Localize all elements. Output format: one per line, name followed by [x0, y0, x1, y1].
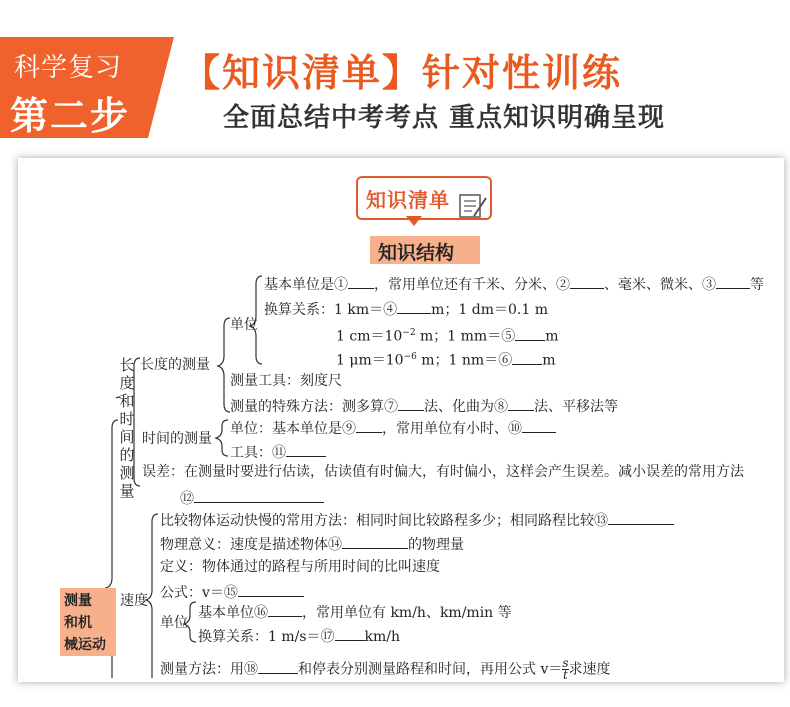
speed-compare-line [160, 510, 674, 530]
unit-line-2 [264, 299, 548, 319]
blank-11 [286, 442, 326, 457]
error-line: 误差：在测量时要进行估读，估读值有时偏大，有时偏小，这样会产生误差。减小误差的常用方法 [142, 464, 744, 480]
speed-compare-a: 比较物体运动快慢的常用方法：相同时间比较路程多少；相同路程比较⑬ [160, 513, 608, 529]
blank-3 [716, 274, 750, 289]
time-unit-a: 单位：基本单位是⑨ [230, 421, 356, 437]
speed-method-c: 求速度 [568, 661, 611, 678]
fraction-numerator: s [562, 656, 569, 670]
root-label-line-2: 和机 [64, 615, 92, 631]
speed-method-b: 和停表分别测量路程和时间，再用公式 v＝ [298, 661, 563, 678]
time-bracket [216, 420, 228, 456]
step-badge [0, 37, 148, 138]
speed-formula-a: 公式：v＝⑮ [160, 585, 238, 601]
speed-method-a: 测量方法：用⑱ [160, 661, 258, 678]
speed-meaning-a: 物理意义：速度是描述物体⑭ [160, 537, 342, 553]
unit-line-4 [336, 348, 555, 370]
unit-line-3-b: m；1 mm＝⑤ [415, 328, 516, 345]
blank-18 [258, 659, 298, 674]
unit-line-1-b: ，常用单位还有千米、分米、② [374, 277, 570, 293]
unit-line-1-d: 等 [750, 277, 764, 293]
blank-17 [335, 626, 365, 641]
speed-unit-conv-a: 换算关系：1 m/s＝⑰ [198, 629, 335, 645]
header-banner [0, 0, 790, 150]
blank-16 [268, 602, 302, 617]
banner-subtitle: 全面总结中考考点 重点知识明确呈现 [223, 103, 666, 133]
blank-14 [342, 534, 408, 549]
blank-15 [238, 582, 304, 597]
blank-1 [348, 274, 374, 289]
unit-line-4-exp: −6 [403, 352, 417, 362]
speed-unit-basic-b: ，常用单位有 km/h、km/min 等 [302, 605, 512, 621]
unit-line-4-c: m [542, 352, 556, 369]
time-unit-b: ，常用单位有小时、⑩ [382, 421, 522, 437]
unit-label: 单位 [230, 317, 258, 333]
blank-12 [194, 488, 324, 503]
length-time-label [118, 356, 136, 500]
special-c: 法、平移法等 [534, 399, 618, 415]
unit-line-2-a: 换算关系：1 km＝④ [264, 302, 398, 318]
banner-title: 【知识清单】针对性训练 [182, 51, 623, 95]
speed-unit-basic-a: 基本单位⑯ [198, 605, 268, 621]
blank-6 [512, 350, 542, 365]
speed-label: 速度 [120, 593, 148, 609]
blank-9 [356, 418, 382, 433]
error-blank-line [180, 488, 324, 508]
length-bracket [218, 318, 230, 412]
step-small-label: 科学复习 [14, 53, 123, 83]
tool-line: 测量工具：刻度尺 [230, 373, 342, 389]
blank-10 [522, 418, 556, 433]
speed-unit-conv-line [198, 626, 400, 646]
blank-13 [608, 510, 674, 525]
unit-line-1-c: 、毫米、微米、③ [604, 277, 716, 293]
time-tool-a: 工具：⑪ [230, 445, 286, 461]
step-big-label: 第二步 [10, 94, 131, 138]
speed-definition-line: 定义：物体通过的路程与所用时间的比叫速度 [160, 559, 440, 575]
speed-unit-basic-line [198, 602, 512, 622]
unit-line-3-c: m [545, 328, 559, 345]
section-title: 知识结构 [378, 242, 455, 264]
unit-line-1 [264, 274, 764, 294]
blank-2 [570, 274, 604, 289]
speed-unit-conv-b: km/h [364, 629, 401, 645]
unit-line-3-a: 1 cm＝10 [336, 328, 403, 345]
blank-4 [397, 299, 431, 314]
badge-label: 知识清单 [366, 188, 450, 212]
root-label-line-1: 测量 [64, 593, 92, 609]
time-label: 时间的测量 [142, 431, 212, 447]
speed-meaning-line [160, 534, 464, 554]
special-b: 法、化曲为⑧ [424, 399, 508, 415]
length-time-label-text: 长度和时间的测量 [119, 356, 135, 500]
time-unit-line [230, 418, 556, 438]
unit-line-4-a: 1 μm＝10 [336, 352, 404, 369]
special-method-line [230, 396, 618, 416]
blank-5 [515, 326, 545, 341]
special-a: 测量的特殊方法：测多算⑦ [230, 399, 398, 415]
speed-unit-label: 单位 [160, 615, 188, 631]
unit-line-3-exp: −2 [402, 328, 416, 338]
unit-line-4-b: m；1 nm＝⑥ [416, 352, 513, 369]
time-tool-line [230, 442, 326, 462]
root-label-line-3: 械运动 [64, 637, 106, 653]
speed-meaning-b: 的物理量 [408, 537, 464, 553]
blank-7 [398, 396, 424, 411]
speed-formula-line [160, 582, 304, 602]
unit-line-2-b: m；1 dm＝0.1 m [431, 302, 548, 318]
unit-line-3 [336, 324, 559, 346]
error-blank-a: ⑫ [180, 491, 194, 507]
speed-method-line [160, 658, 611, 681]
unit-line-1-a: 基本单位是① [264, 277, 348, 293]
length-label: 长度的测量 [140, 357, 210, 373]
fraction-denominator: t [563, 668, 568, 682]
knowledge-page [18, 158, 784, 682]
blank-8 [508, 396, 534, 411]
